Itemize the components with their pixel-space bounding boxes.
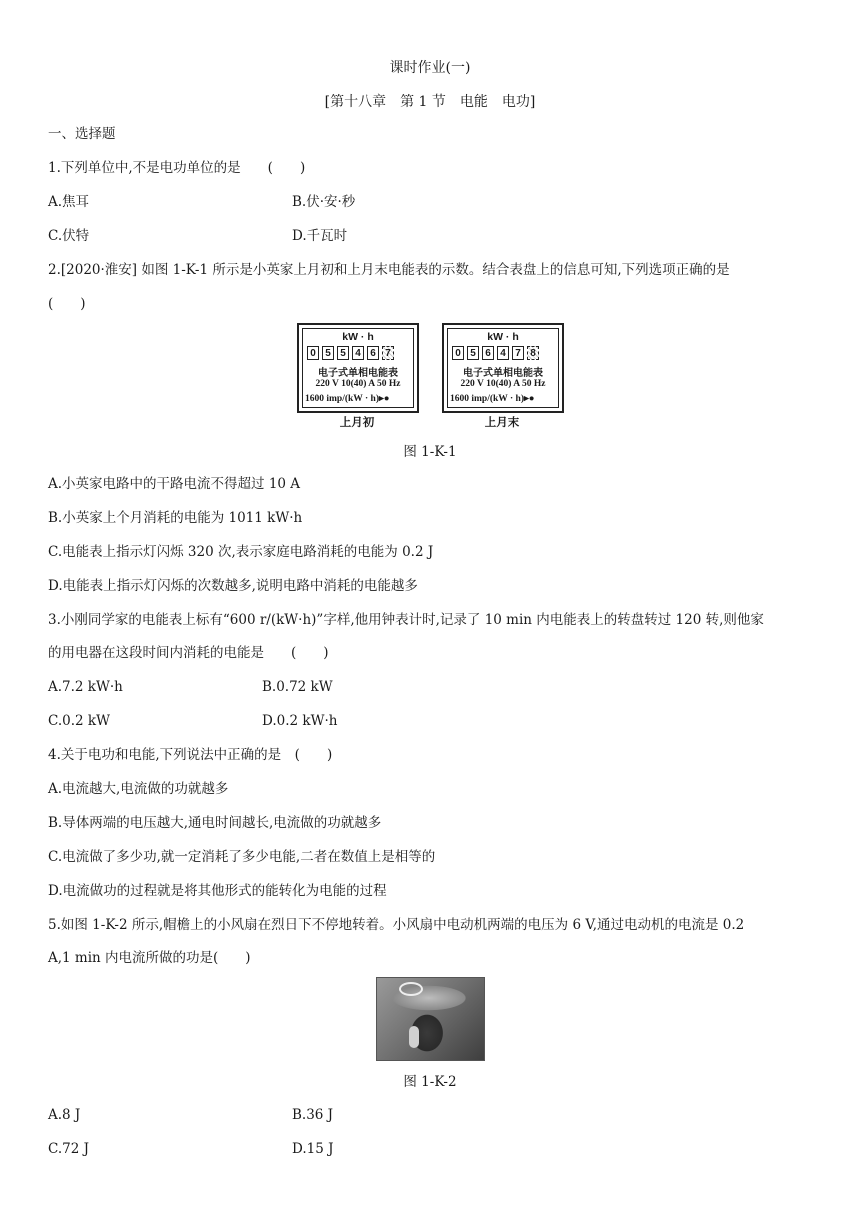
meter-digits: [307, 346, 394, 360]
meter-type: 电子式单相电能表: [318, 368, 398, 379]
q5-stem-line1: 5.如图 1-K-2 所示,帽檐上的小风扇在烈日下不停地转着。小风扇中电动机两端的电压为 6 V,通过电动机的电流是 0.2: [48, 917, 745, 933]
hand-shape: [409, 1026, 419, 1048]
child-fan-hat-photo: [376, 977, 485, 1061]
q3-stem-line1: 3.小刚同学家的电能表上标有“600 r/(kW·h)”字样,他用钟表计时,记录了 10 min 内电能表上的转盘转过 120 转,则他家: [48, 612, 764, 628]
q3-option-b: B.0.72 kW: [262, 679, 333, 695]
meter-digit: 0: [307, 346, 319, 360]
meter-caption-start: 上月初: [339, 415, 375, 429]
q3-option-d: D.0.2 kW·h: [262, 713, 338, 729]
section-heading: 一、选择题: [48, 126, 116, 142]
energy-meter-start: [297, 323, 419, 413]
q2-stem-line2: ( ): [48, 296, 86, 312]
meter-digit: 6: [367, 346, 379, 360]
q4-stem: 4.关于电功和电能,下列说法中正确的是 ( ): [48, 747, 333, 763]
q1-option-a: A.焦耳: [48, 194, 90, 210]
q2-option-c: C.电能表上指示灯闪烁 320 次,表示家庭电路消耗的电能为 0.2 J: [48, 544, 434, 560]
figure-caption-1: 图 1-K-1: [403, 444, 457, 460]
meter-type: 电子式单相电能表: [463, 368, 543, 379]
meter-digit-decimal: 8: [527, 346, 539, 360]
meter-digit: 5: [322, 346, 334, 360]
meter-digit: 5: [467, 346, 479, 360]
q1-option-b: B.伏·安·秒: [292, 194, 356, 210]
meter-digit: 4: [352, 346, 364, 360]
meter-digit: 7: [512, 346, 524, 360]
meter-digit: 6: [482, 346, 494, 360]
meter-digit: 5: [337, 346, 349, 360]
q3-option-a: A.7.2 kW·h: [48, 679, 123, 695]
q2-option-b: B.小英家上个月消耗的电能为 1011 kW·h: [48, 510, 303, 526]
fan-icon: [399, 982, 423, 996]
q2-option-d: D.电能表上指示灯闪烁的次数越多,说明电路中消耗的电能越多: [48, 578, 418, 594]
figure-caption-2: 图 1-K-2: [403, 1074, 457, 1090]
q3-option-c: C.0.2 kW: [48, 713, 110, 729]
meter-digit: 0: [452, 346, 464, 360]
energy-meter-end: [442, 323, 564, 413]
q5-option-d: D.15 J: [292, 1141, 334, 1157]
q5-option-b: B.36 J: [292, 1107, 334, 1123]
page-title: 课时作业(一): [389, 60, 471, 76]
q5-option-c: C.72 J: [48, 1141, 90, 1157]
meter-unit: kW · h: [487, 331, 519, 343]
q2-stem-line1: 2.[2020·淮安] 如图 1-K-1 所示是小英家上月初和上月末电能表的示数。结合表盘上的信息可知,下列选项正确的是: [48, 262, 730, 278]
q4-option-a: A.电流越大,电流做的功就越多: [48, 781, 229, 797]
q2-option-a: A.小英家电路中的干路电流不得超过 10 A: [48, 476, 301, 492]
q5-option-a: A.8 J: [48, 1107, 81, 1123]
meter-caption-end: 上月末: [484, 415, 520, 429]
q3-stem-line2: 的用电器在这段时间内消耗的电能是 ( ): [48, 645, 329, 661]
meter-digits: [452, 346, 539, 360]
meter-imp: 1600 imp/(kW · h)▸●: [305, 394, 390, 404]
meter-digit: 4: [497, 346, 509, 360]
q5-stem-line2: A,1 min 内电流所做的功是( ): [48, 950, 251, 966]
meter-unit: kW · h: [342, 331, 374, 343]
q1-stem: 1.下列单位中,不是电功单位的是 ( ): [48, 160, 306, 176]
meter-rating: 220 V 10(40) A 50 Hz: [460, 379, 546, 389]
meter-digit-decimal: 7: [382, 346, 394, 360]
q4-option-c: C.电流做了多少功,就一定消耗了多少电能,二者在数值上是相等的: [48, 849, 436, 865]
q4-option-b: B.导体两端的电压越大,通电时间越长,电流做的功就越多: [48, 815, 382, 831]
q4-option-d: D.电流做功的过程就是将其他形式的能转化为电能的过程: [48, 883, 387, 899]
meter-imp: 1600 imp/(kW · h)▸●: [450, 394, 535, 404]
meter-rating: 220 V 10(40) A 50 Hz: [315, 379, 401, 389]
chapter-subtitle: [第十八章 第 1 节 电能 电功]: [324, 94, 536, 110]
q1-option-d: D.千瓦时: [292, 228, 348, 244]
q1-option-c: C.伏特: [48, 228, 90, 244]
